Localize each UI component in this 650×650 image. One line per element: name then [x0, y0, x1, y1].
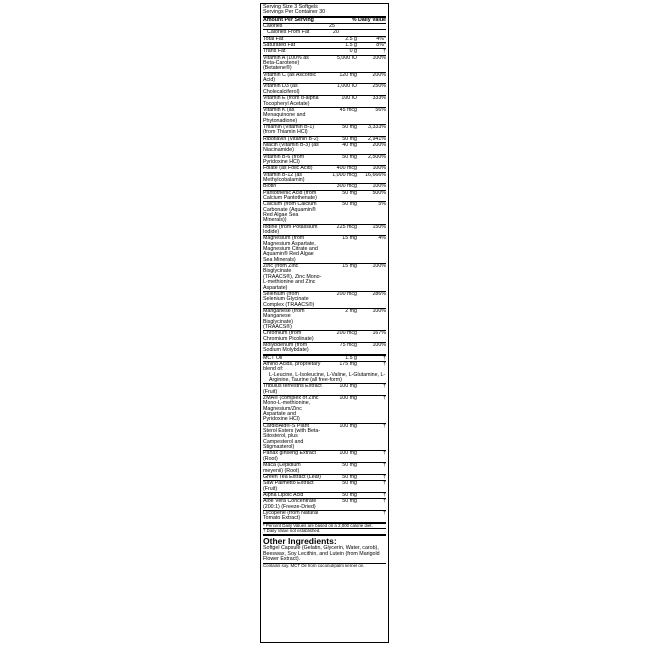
- table-row: [263, 55, 386, 72]
- other-ingredients: [263, 534, 386, 562]
- nutrient-dv: 167%: [372, 330, 386, 337]
- nutrient-amount: 1,000 IU: [336, 83, 357, 90]
- nutrient-name: Thiamin (Vitamin B-1) (from Thiamin HCl): [263, 123, 315, 136]
- fats-section: [263, 36, 386, 55]
- nutrient-dv: 4%*: [376, 35, 386, 42]
- amino-row: [263, 361, 386, 373]
- nutrient-dv: 200%: [372, 71, 386, 78]
- footnote-percent: * Percent Daily Values are based on a 2,000 calorie diet.: [263, 522, 373, 528]
- nutrient-amount: 50 mg: [342, 153, 357, 160]
- nutrient-amount: 50 mg: [342, 189, 357, 196]
- nutrient-name: Iodine (from Potassium Iodide): [263, 223, 318, 236]
- nutrient-amount: 40 mg: [342, 141, 357, 148]
- nutrient-name: Vitamin C (as Ascorbic Acid): [263, 71, 317, 84]
- nutrient-dv: 100%: [372, 263, 386, 270]
- nutrient-name: Saturated Fat: [263, 42, 296, 49]
- table-row: [263, 450, 386, 462]
- nutrient-name: Total Fat: [263, 35, 284, 42]
- nutrient-amount: 50 mg: [342, 491, 357, 498]
- nutrient-name: Vitamin D3 (as Cholecalciferol): [263, 83, 300, 95]
- nutrient-amount: 300 mcg: [336, 183, 357, 190]
- nutrient-dv: †: [383, 473, 386, 480]
- nutrient-amount: 100 IU: [341, 95, 357, 102]
- nutrient-dv: 100%: [372, 54, 386, 61]
- nutrient-name: MCT Oil: [263, 354, 283, 361]
- nutrient-dv: 8%*: [376, 42, 386, 49]
- amino-blend-text: L-Leucine, L-Isoleucine, L-Valine, L-Glutamine, L-Arginine, Taurine (all free-form): [269, 371, 386, 383]
- nutrient-dv: †: [383, 509, 386, 516]
- nutrient-amount: 50 mg: [342, 498, 357, 505]
- nutrient-amount: 1.5 g: [345, 42, 357, 49]
- table-row: [263, 308, 386, 330]
- table-row: [263, 190, 386, 202]
- nutrient-dv: †: [383, 450, 386, 457]
- table-row: [263, 165, 386, 171]
- nutrient-name: Alpha Lipoic Acid: [263, 491, 304, 498]
- table-row: [263, 423, 386, 451]
- nutrient-name: Manganese (from Manganese Bisglycinate) (TRAACS®): [263, 307, 305, 330]
- nutrient-amount: 50 mg: [342, 480, 357, 487]
- nutrient-amount: 50 mg: [342, 462, 357, 469]
- nutrient-amount: 50 mg: [342, 473, 357, 480]
- allergen-statement: Contains soy. MCT Oil from coconut/palm kernel oil.: [263, 563, 386, 569]
- amount-header: Amount Per Serving: [263, 16, 314, 23]
- nutrient-dv: †: [383, 480, 386, 487]
- nutrient-name: Folate (as Folic Acid): [263, 165, 313, 172]
- nutrient-name: Trans Fat: [263, 48, 286, 55]
- calories-fat-label: Calories From Fat: [267, 29, 310, 36]
- nutrient-name: Pantothenic Acid (from Calcium Pantothenate): [263, 189, 317, 201]
- nutrient-name: CardioAid®-S Plant Sterol Esters (with Beta-Sitosterol, plus Campesterol and Stigmasterol): [263, 422, 321, 451]
- nutrient-amount: 5,000 IU: [336, 54, 357, 61]
- supplement-facts-panel: [260, 3, 389, 643]
- table-row: [263, 124, 386, 136]
- nutrient-dv: †: [383, 360, 386, 367]
- nutrient-dv: 3,333%: [368, 123, 386, 130]
- table-row: [263, 83, 386, 95]
- nutrient-dv: 333%: [372, 95, 386, 102]
- nutrient-amount: 2.5 g: [345, 35, 357, 42]
- nutrient-name: Zinc (from Zinc Bisglycinate (TRAACS®), Zinc Mono-L-methionine and Zinc Aspartate): [263, 263, 322, 291]
- table-row: [263, 48, 386, 54]
- table-row: [263, 95, 386, 107]
- nutrient-name: Lycopene (from Natural Tomato Extract): [263, 509, 319, 522]
- calories-fat-value: 20: [333, 29, 339, 36]
- nutrient-dv: 100%: [372, 307, 386, 314]
- nutrient-amount: 50 mg: [342, 201, 357, 208]
- other-ingredients-title: Other Ingredients:: [263, 536, 337, 547]
- table-row: [263, 201, 386, 223]
- nutrient-dv: 16,666%: [365, 171, 386, 178]
- nutrient-dv: 100%: [372, 183, 386, 190]
- nutrient-dv: 286%: [372, 290, 386, 297]
- nutrient-amount: 100 mg: [339, 395, 357, 402]
- nutrient-name: Vitamin E (from d-alpha Tocopheryl Acetate): [263, 95, 319, 107]
- nutrient-name: Vitamin A (100% as Beta-Carotene) (Betatene®): [263, 54, 309, 72]
- serving-size: Serving Size 3 Softgels: [263, 4, 318, 10]
- extracts-section: [263, 383, 386, 521]
- nutrient-dv: †: [383, 491, 386, 498]
- nutrient-dv: †: [383, 383, 386, 390]
- nutrient-dv: 500%: [372, 189, 386, 196]
- vitamins-minerals-section: [263, 55, 386, 354]
- nutrient-amount: 225 mcg: [336, 223, 357, 230]
- nutrient-name: Maca (Lepidium meyenii) (Root): [263, 462, 301, 474]
- table-row: [263, 224, 386, 236]
- nutrient-dv: †: [383, 354, 386, 361]
- dv-header: % Daily Value: [351, 16, 386, 23]
- nutrient-dv: 4%: [378, 235, 386, 242]
- nutrient-name: Saw Palmetto Extract (Fruit): [263, 480, 314, 492]
- nutrient-name: Green Tea Extract (Leaf): [263, 473, 321, 480]
- table-row: [263, 235, 386, 263]
- table-row: [263, 183, 386, 189]
- calories-value: 25: [329, 23, 335, 30]
- nutrient-amount: 75 mcg: [339, 341, 357, 348]
- nutrient-name: Panax ginseng Extract (Root): [263, 450, 316, 462]
- nutrient-amount: 200 mcg: [336, 330, 357, 337]
- nutrient-amount: 50 mg: [342, 123, 357, 130]
- table-row: [263, 263, 386, 291]
- nutrient-name: Calcium (from Calcium Carbonate (Aquamin® Red Algae Sea Minerals)): [263, 201, 317, 224]
- nutrient-amount: 2 mg: [345, 307, 357, 314]
- calories-label: Calories: [263, 23, 283, 30]
- nutrient-amount: 15 mg: [342, 235, 357, 242]
- nutrient-dv: 2,500%: [368, 153, 386, 160]
- footnotes: [263, 522, 386, 535]
- nutrient-amount: 100 mg: [339, 450, 357, 457]
- nutrient-dv: †: [383, 48, 386, 55]
- nutrient-amount: 1.5 g: [345, 354, 357, 361]
- nutrient-amount: 15 mg: [342, 263, 357, 270]
- nutrient-dv: 56%: [375, 106, 386, 113]
- table-header: [263, 16, 386, 23]
- nutrient-name: Amino Acids, proprietary blend of:: [263, 360, 321, 373]
- nutrient-amount: 0 g: [349, 48, 357, 55]
- table-row: [263, 480, 386, 492]
- table-row: [263, 330, 386, 342]
- nutrient-amount: 1,000 mcg: [332, 171, 357, 178]
- nutrient-name: Selenium (from Selenium Glycinate Complex (TRAACS®): [263, 290, 315, 308]
- nutrient-dv: †: [383, 395, 386, 402]
- nutrient-dv: 2,941%: [368, 135, 386, 142]
- nutrient-amount: 100 mg: [339, 422, 357, 429]
- nutrient-name: ZMA® (complex of Zinc Mono-L-methionine, Magnesium/Zinc Aspartate and Pyridoxine HCl): [263, 395, 319, 423]
- table-row: [263, 462, 386, 474]
- nutrient-dv: †: [383, 498, 386, 505]
- nutrient-amount: 45 mcg: [339, 106, 357, 113]
- nutrient-name: Riboflavin (Vitamin B-2): [263, 135, 319, 142]
- table-row: [263, 342, 386, 354]
- nutrient-name: Vitamin B-12 (as Methylcobalamin): [263, 171, 305, 183]
- nutrient-amount: 200 mcg: [336, 290, 357, 297]
- nutrient-name: Biotin: [263, 183, 277, 190]
- table-row: [263, 498, 386, 510]
- table-row: [263, 383, 386, 395]
- nutrient-name: Vitamin K (as Menaquinone and Phytonadione): [263, 106, 306, 124]
- nutrient-dv: 150%: [372, 223, 386, 230]
- nutrient-dv: 100%: [372, 341, 386, 348]
- nutrient-dv: 100%: [372, 165, 386, 172]
- table-row: [263, 510, 386, 522]
- nutrient-amount: 175 mg: [339, 360, 357, 367]
- table-row: [263, 142, 386, 154]
- nutrient-amount: 120 mg: [339, 71, 357, 78]
- nutrient-name: Molybdenum (from Sodium Molybdate): [263, 341, 309, 354]
- nutrient-name: Chromium (from Chromium Picolinate): [263, 330, 314, 342]
- nutrient-name: Vitamin B-6 (from Pyridoxine HCl): [263, 153, 305, 165]
- other-ingredients-text: Softgel Capsule (Gelatin, Glycerin, Water, carob), Beeswax, Soy Lecithin, and Lutein (from Marigold Flower Extract).: [263, 545, 380, 562]
- nutrient-name: Tribulus terrestris Extract (Fruit): [263, 383, 322, 395]
- table-row: [263, 107, 386, 124]
- nutrient-name: Magnesium (from Magnesium Aspartate, Magnesium Citrate and Aquamin® Red Algae Sea Minerals): [263, 235, 318, 263]
- nutrient-amount: 50 mg: [342, 135, 357, 142]
- table-row: [263, 291, 386, 308]
- footnote-dagger: † Daily Value not established.: [263, 528, 386, 534]
- nutrient-dv: 200%: [372, 141, 386, 148]
- mct-row: [263, 354, 386, 361]
- table-row: [263, 136, 386, 142]
- table-row: [263, 72, 386, 84]
- nutrient-name: Niacin (Vitamin B-3) (as Niacinamide): [263, 141, 319, 154]
- nutrient-amount: 100 mg: [339, 383, 357, 390]
- nutrient-dv: †: [383, 422, 386, 429]
- servings-per-container: Servings Per Container 30: [263, 9, 326, 16]
- table-row: [263, 154, 386, 166]
- nutrient-dv: †: [383, 462, 386, 469]
- nutrient-name: Aloe Vera Concentrate (200:1) (Freeze-Dried): [263, 498, 317, 510]
- table-row: [263, 172, 386, 184]
- table-row: [263, 395, 386, 423]
- nutrient-dv: 5%: [378, 201, 386, 208]
- nutrient-amount: 400 mcg: [336, 165, 357, 172]
- nutrient-dv: 250%: [372, 83, 386, 90]
